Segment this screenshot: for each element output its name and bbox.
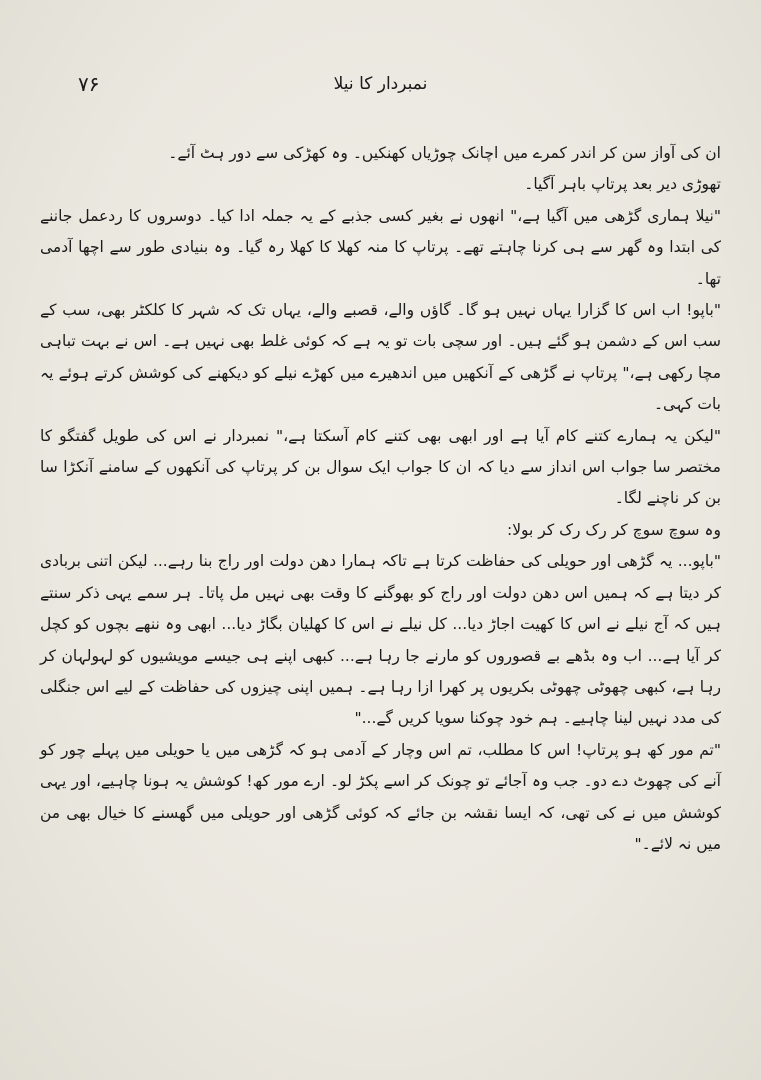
paragraph: ان کی آواز سن کر اندر کمرے میں اچانک چوڑیاں کھنکیں۔ وہ کھڑکی سے دور ہٹ آئے۔ — [168, 144, 721, 162]
paragraph: تھوڑی دیر بعد پرتاپ باہر آگیا۔ — [524, 175, 721, 194]
body-text — [40, 138, 721, 860]
paragraph: "تم مور کھ ہو پرتاپ! اس کا مطلب، تم اس وچار کے آدمی ہو کہ گڑھی میں یا حویلی میں پہلے چور کو آنے کی چھوٹ دے دو۔ جب وہ آجائے تو چونک کر اسے پکڑ لو۔ ارے مور کھ! کوشش یہ ہونا چاہیے، اور یہی کوشش میں نے کی تھی، کہ ایسا نقشہ بن جائے کہ کوئی گڑھی اور حویلی میں گھسنے کا خیال بھی من میں نہ لائے۔" — [40, 740, 721, 853]
paragraph: "نیلا ہماری گڑھی میں آگیا ہے،" انھوں نے بغیر کسی جذبے کے یہ جملہ ادا کیا۔ دوسروں کا ردعمل جاننے کی ابتدا وہ گھر سے ہی کرنا چاہتے تھے۔ پرتاپ کا منہ کھلا کا کھلا رہ گیا۔ وہ بنیادی طور سے اچھا آدمی تھا۔ — [40, 206, 721, 288]
paragraph: "باپو! اب اس کا گزارا یہاں نہیں ہو گا۔ گاؤں والے، قصبے والے، یہاں تک کہ شہر کا کلکٹر بھی، سب کے سب اس کے دشمن ہو گئے ہیں۔ اور سچی بات تو یہ ہے کہ کوئی غلط بھی نہیں ہے۔ اس نے بہت تباہی مچا رکھی ہے،" پرتاپ نے گڑھی کے آنکھیں میں اندھیرے میں کھڑے نیلے کو دیکھنے کی کوشش کرتے ہوئے یہ بات کہی۔ — [40, 301, 721, 414]
paragraph: "باپو... یہ گڑھی اور حویلی کی حفاظت کرتا ہے تاکہ ہمارا دھن دولت اور راج بنا رہے... لیکن اتنی بربادی کر دیتا ہے کہ ہمیں اس دھن دولت اور راج کو بھوگنے کا وقت بھی نہیں مل پاتا۔ ہر سمے یہی ذکر سنتے ہیں کہ آج نیلے نے اس کا کھیت اجاڑ دیا... کل نیلے نے اس کا کھلیان بگاڑ دیا... ابھی وہ ننھے بچوں کو کچل کر آیا ہے... اب وہ بڈھے بے قصوروں کو مارنے جا رہا ہے... کبھی اپنے ہی جیسے مویشیوں کو لہولہان کر رہا ہے، کبھی چھوٹی چھوٹی بکریوں پر کھرا ازا رہا ہے۔ ہمیں اپنی چیزوں کی حفاظت کے لیے اس جنگلی کی مدد نہیں لینا چاہیے۔ ہم خود چوکنا سویا کریں گے..." — [40, 552, 721, 728]
page-number: ۷۶ — [78, 72, 100, 96]
page-header — [60, 70, 701, 110]
running-title: نمبردار کا نیلا — [333, 74, 428, 94]
paragraph: وہ سوچ سوچ کر رک رک کر بولا: — [506, 520, 721, 539]
paragraph: "لیکن یہ ہمارے کتنے کام آیا ہے اور ابھی بھی کتنے کام آسکتا ہے،" نمبردار نے اس کی طویل گفتگو کا مختصر سا جواب اس انداز سے دیا کہ ان کا جواب ایک سوال بن کر پرتاپ کی آنکھوں کے سامنے آنکڑا سا بن کر ناچنے لگا۔ — [40, 426, 721, 508]
